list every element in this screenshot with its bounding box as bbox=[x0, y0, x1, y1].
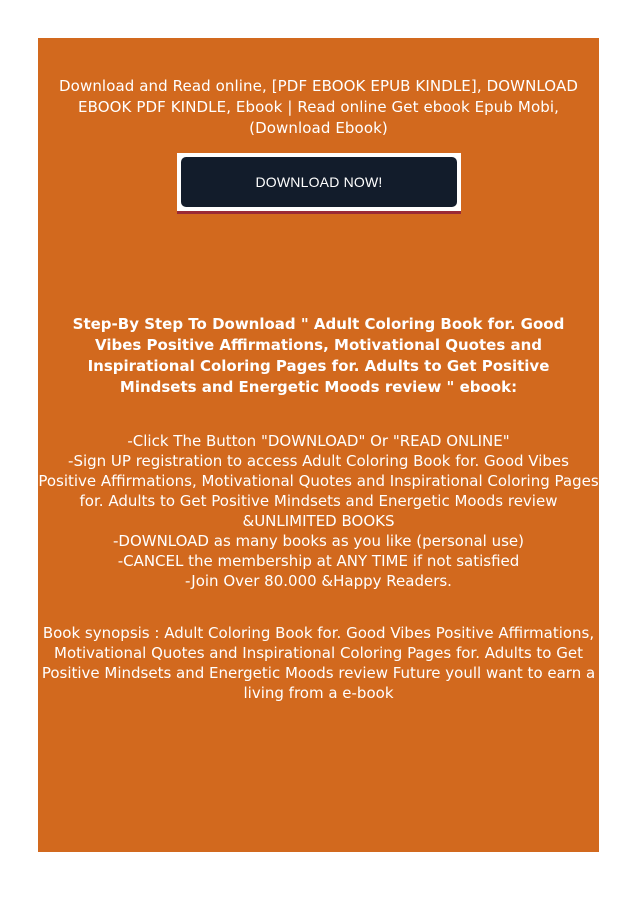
download-now-button[interactable]: DOWNLOAD NOW! bbox=[181, 157, 457, 207]
steps-list bbox=[38, 431, 599, 591]
step-item: -Join Over 80.000 &Happy Readers. bbox=[185, 572, 452, 590]
step-item: -Sign UP registration to access Adult Coloring Book for. Good Vibes Positive Affirmations, Motivational Quotes and Inspirational Coloring Pages for. Adults to Get Positive Mindsets and Energetic Moods review &UNLIMITED BOOKS bbox=[38, 452, 599, 530]
book-synopsis: Book synopsis : Adult Coloring Book for. Good Vibes Positive Affirmations, Motivational Quotes and Inspirational Coloring Pages for. Adults to Get Positive Mindsets and Energetic Moods review Future youll want to earn a living from a e-book bbox=[41, 624, 596, 702]
download-button-frame bbox=[177, 153, 461, 214]
header-text: Download and Read online, [PDF EBOOK EPUB KINDLE], DOWNLOAD EBOOK PDF KINDLE, Ebook | Read online Get ebook Epub Mobi, (Download Ebook) bbox=[59, 77, 578, 137]
steps-title: Step-By Step To Download " Adult Coloring Book for. Good Vibes Positive Affirmations, Motivational Quotes and Inspirational Coloring Pages for. Adults to Get Positive Mindsets and Energetic Moods review " ebook: bbox=[72, 315, 565, 396]
document-page bbox=[38, 38, 599, 852]
step-item: -CANCEL the membership at ANY TIME if not satisfied bbox=[117, 552, 520, 570]
step-item: -DOWNLOAD as many books as you like (personal use) bbox=[112, 532, 525, 550]
step-item: -Click The Button "DOWNLOAD" Or "READ ONLINE" bbox=[127, 432, 510, 450]
